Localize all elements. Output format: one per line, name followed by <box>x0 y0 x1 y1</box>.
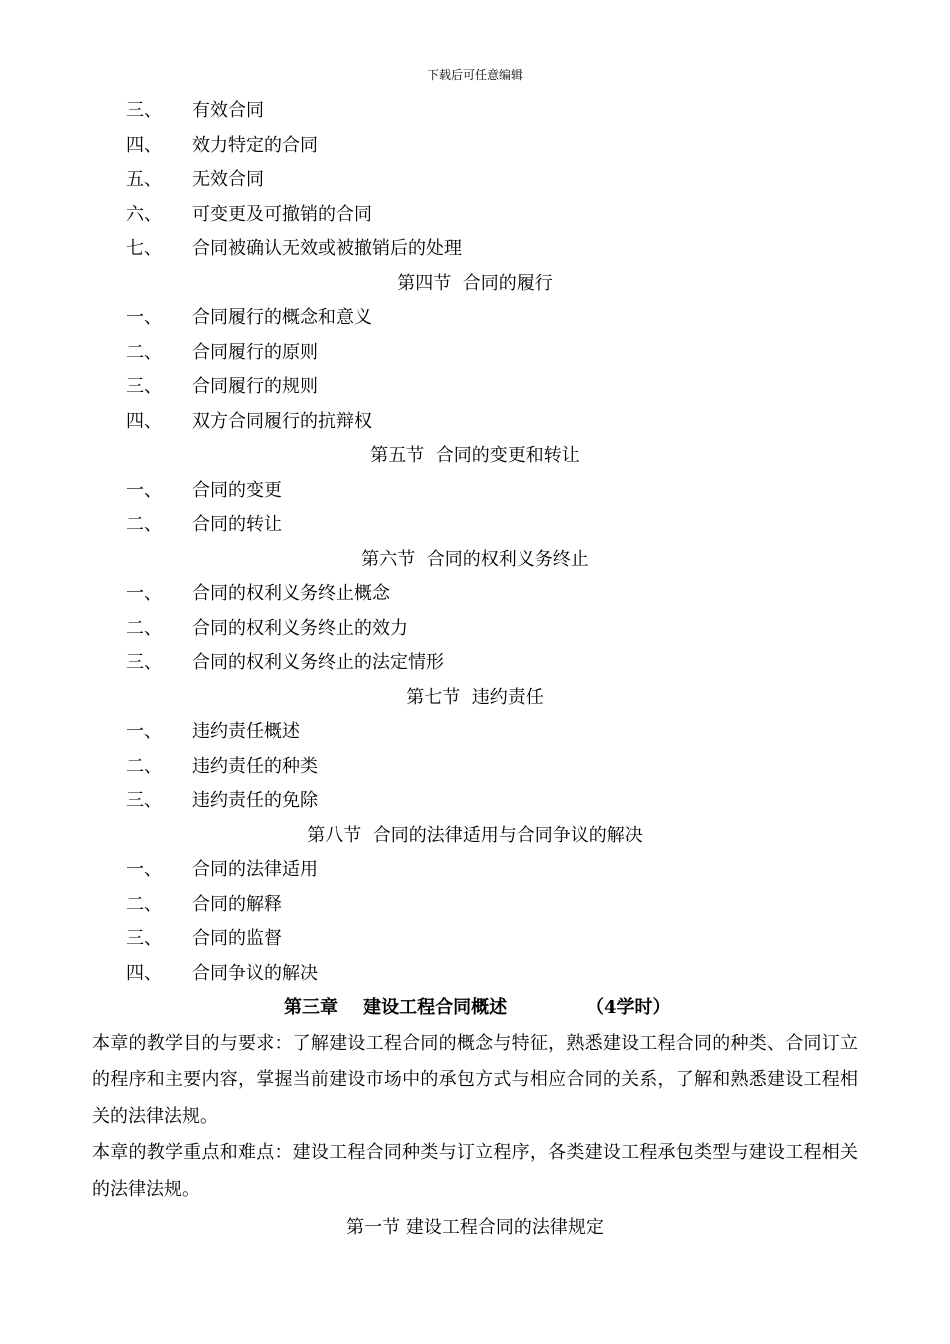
item-text: 有效合同 <box>192 100 264 121</box>
chapter-hours: （4学时） <box>586 997 671 1018</box>
outline-item <box>0 577 950 612</box>
section-heading-final: 第一节 建设工程合同的法律规定 <box>346 1217 604 1238</box>
item-number: 四、 <box>126 134 162 156</box>
outline-item <box>0 129 950 164</box>
item-number: 二、 <box>126 514 162 535</box>
page-header: 下载后可任意编辑 <box>426 68 523 82</box>
item-number: 二、 <box>126 755 162 777</box>
outline-item <box>0 646 950 681</box>
item-text: 可变更及可撤销的合同 <box>192 203 372 225</box>
item-number: 二、 <box>126 893 162 915</box>
item-number: 七、 <box>126 238 162 259</box>
outline-item <box>0 508 950 543</box>
outline-item <box>0 198 950 233</box>
item-number: 四、 <box>126 410 162 432</box>
outline-item <box>0 232 950 267</box>
chapter-title: 第三章 建设工程合同概述 <box>284 997 508 1018</box>
item-text: 合同争议的解决 <box>192 962 318 984</box>
section-heading: 第五节 合同的变更和转让 <box>370 445 580 466</box>
item-text: 合同被确认无效或被撤销后的处理 <box>192 238 462 259</box>
outline-item <box>0 922 950 957</box>
section-heading: 第六节 合同的权利义务终止 <box>361 548 589 570</box>
chapter-heading <box>0 991 950 1026</box>
outline-item <box>0 612 950 647</box>
item-number: 三、 <box>126 790 162 811</box>
item-number: 一、 <box>126 859 162 880</box>
item-text: 合同的法律适用 <box>192 859 318 880</box>
outline-item <box>0 888 950 923</box>
item-text: 效力特定的合同 <box>192 134 318 156</box>
outline-item <box>0 94 950 129</box>
item-number: 二、 <box>126 341 162 363</box>
item-text: 合同的转让 <box>192 514 282 535</box>
item-number: 三、 <box>126 100 162 121</box>
item-text: 合同履行的规则 <box>192 376 318 397</box>
outline-item <box>0 957 950 992</box>
outline-item <box>0 750 950 785</box>
section-heading: 第七节 违约责任 <box>406 686 544 708</box>
item-text: 合同的权利义务终止概念 <box>192 583 390 604</box>
outline-item <box>0 474 950 509</box>
item-text: 合同的监督 <box>192 928 282 949</box>
document-body <box>0 94 950 1246</box>
item-text: 违约责任的种类 <box>192 755 318 777</box>
item-number: 一、 <box>126 583 162 604</box>
outline-item <box>0 784 950 819</box>
item-number: 五、 <box>126 169 162 190</box>
item-text: 合同的变更 <box>192 479 282 501</box>
outline-item <box>0 853 950 888</box>
item-number: 三、 <box>126 376 162 397</box>
outline-item <box>0 715 950 750</box>
item-number: 六、 <box>126 203 162 225</box>
item-text: 违约责任概述 <box>192 721 300 742</box>
item-number: 四、 <box>126 962 162 984</box>
item-number: 一、 <box>126 721 162 742</box>
outline-item <box>0 336 950 371</box>
teaching-focus-paragraph: 本章的教学重点和难点：建设工程合同种类与订立程序，各类建设工程承包类型与建设工程相关的法律法规。 <box>92 1142 858 1200</box>
item-number: 一、 <box>126 307 162 328</box>
item-number: 一、 <box>126 479 162 501</box>
item-text: 合同履行的概念和意义 <box>192 307 372 328</box>
outline-item <box>0 370 950 405</box>
item-number: 三、 <box>126 652 162 673</box>
item-text: 无效合同 <box>192 169 264 190</box>
item-text: 违约责任的免除 <box>192 790 318 811</box>
item-text: 合同的权利义务终止的效力 <box>192 617 408 639</box>
outline-item <box>0 405 950 440</box>
section-heading: 第八节 合同的法律适用与合同争议的解决 <box>307 824 643 846</box>
item-text: 合同的权利义务终止的法定情形 <box>192 652 444 673</box>
item-text: 双方合同履行的抗辩权 <box>192 410 372 432</box>
item-number: 三、 <box>126 928 162 949</box>
item-number: 二、 <box>126 617 162 639</box>
item-text: 合同履行的原则 <box>192 341 318 363</box>
section-heading: 第四节 合同的履行 <box>397 272 553 294</box>
outline-item <box>0 301 950 336</box>
outline-item <box>0 163 950 198</box>
teaching-goals-paragraph: 本章的教学目的与要求：了解建设工程合同的概念与特征，熟悉建设工程合同的种类、合同订立的程序和主要内容，掌握当前建设市场中的承包方式与相应合同的关系，了解和熟悉建设工程相关的法律法规。 <box>92 1032 858 1127</box>
item-text: 合同的解释 <box>192 893 282 915</box>
outline-list <box>0 94 950 991</box>
